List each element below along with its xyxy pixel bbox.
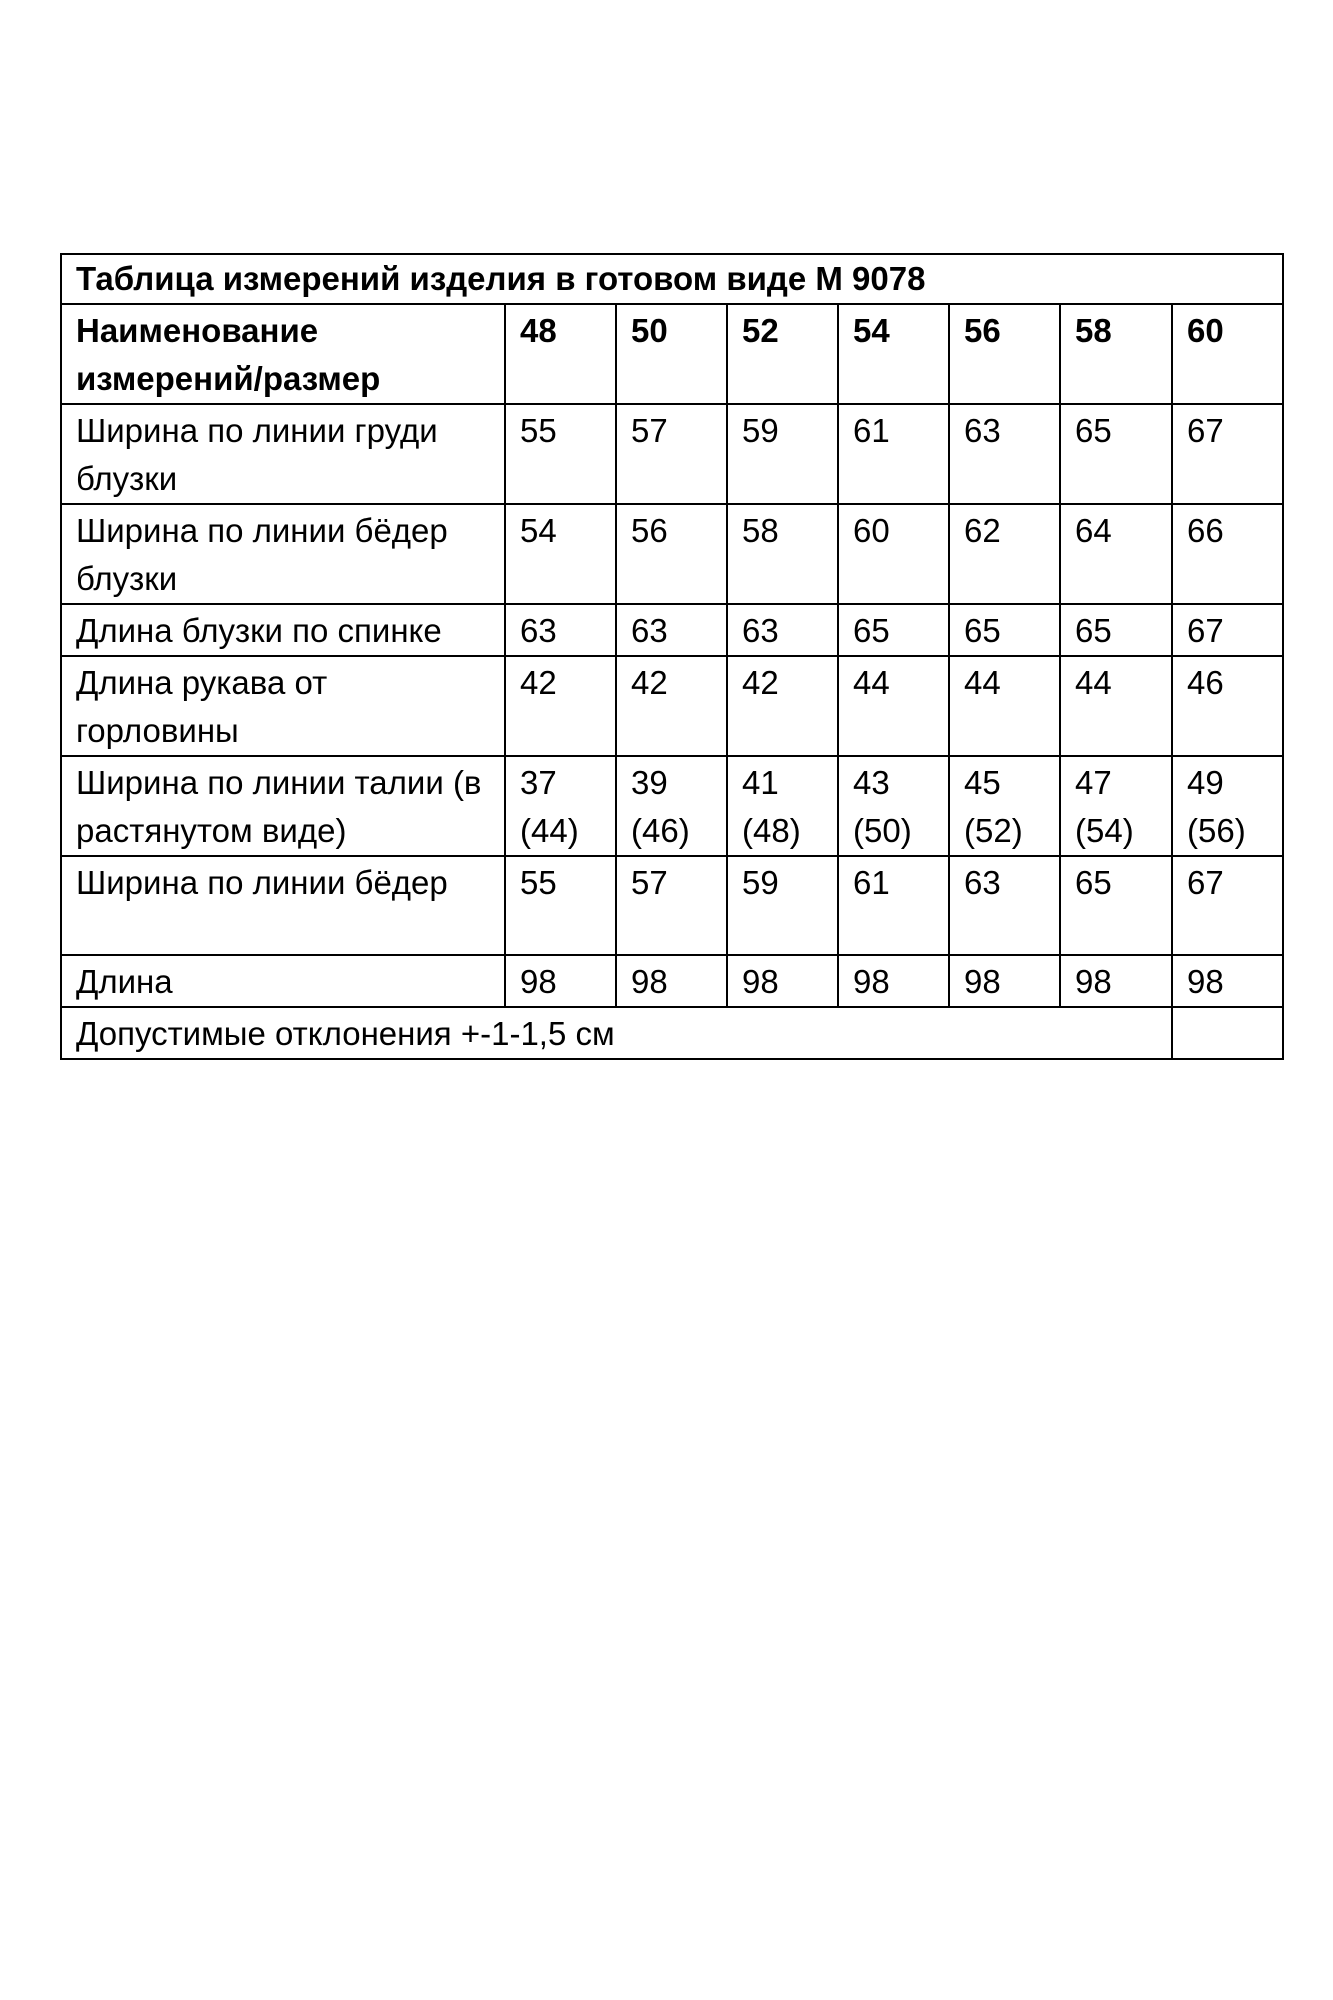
measurement-value: 57 [616,404,727,504]
measurement-value: 42 [727,656,838,756]
measurement-name: Длина блузки по спинке [61,604,505,656]
measurement-value: 41 (48) [727,756,838,856]
measurement-value: 98 [727,955,838,1007]
size-header: 58 [1060,304,1172,404]
measurement-value: 39 (46) [616,756,727,856]
measurement-value: 44 [838,656,949,756]
measurement-value: 65 [949,604,1060,656]
measurement-value: 55 [505,404,616,504]
measurement-value: 67 [1172,604,1283,656]
table-row [61,404,1283,504]
table-row [61,955,1283,1007]
footer-row [61,1007,1283,1059]
measurement-name: Длина [61,955,505,1007]
measurement-value: 61 [838,856,949,955]
measurement-value: 98 [616,955,727,1007]
measurement-value: 63 [616,604,727,656]
size-header: 50 [616,304,727,404]
table-title: Таблица измерений изделия в готовом виде М 9078 [61,254,1283,304]
measurement-value: 65 [1060,856,1172,955]
measurement-value: 63 [505,604,616,656]
measurement-value: 60 [838,504,949,604]
measurement-name: Ширина по линии талии (в растянутом виде) [61,756,505,856]
measurement-value: 62 [949,504,1060,604]
measurement-value: 57 [616,856,727,955]
measurement-value: 56 [616,504,727,604]
tolerance-note: Допустимые отклонения +-1-1,5 см [61,1007,1172,1059]
measurement-value: 63 [727,604,838,656]
measurement-table [60,253,1284,1060]
size-header: 56 [949,304,1060,404]
measurement-value: 65 [1060,404,1172,504]
measurement-value: 65 [838,604,949,656]
size-header: 52 [727,304,838,404]
measurement-name: Ширина по линии бёдер блузки [61,504,505,604]
measurement-value: 47 (54) [1060,756,1172,856]
measurement-value: 65 [1060,604,1172,656]
empty-cell [1172,1007,1283,1059]
measurement-value: 58 [727,504,838,604]
table-row [61,604,1283,656]
measurement-value: 61 [838,404,949,504]
measurement-value: 59 [727,856,838,955]
size-header: 48 [505,304,616,404]
measurement-value: 43 (50) [838,756,949,856]
measurement-value: 37 (44) [505,756,616,856]
measurement-value: 46 [1172,656,1283,756]
table-row [61,856,1283,955]
header-row [61,304,1283,404]
measurement-value: 49 (56) [1172,756,1283,856]
measurement-value: 45 (52) [949,756,1060,856]
size-header: 54 [838,304,949,404]
measurement-value: 44 [1060,656,1172,756]
measurement-value: 64 [1060,504,1172,604]
measurement-value: 63 [949,404,1060,504]
measurement-name: Длина рукава от горловины [61,656,505,756]
measurement-value: 98 [949,955,1060,1007]
measurement-value: 67 [1172,856,1283,955]
measurement-value: 98 [838,955,949,1007]
table-row [61,756,1283,856]
measurement-name: Ширина по линии груди блузки [61,404,505,504]
measurement-value: 63 [949,856,1060,955]
measurement-value: 54 [505,504,616,604]
measurement-value: 67 [1172,404,1283,504]
measurement-name: Ширина по линии бёдер [61,856,505,955]
measurement-value: 66 [1172,504,1283,604]
measurement-value: 42 [616,656,727,756]
measurement-value: 42 [505,656,616,756]
measurement-sheet [60,253,1282,1060]
measurement-value: 98 [1060,955,1172,1007]
measurement-value: 55 [505,856,616,955]
header-label: Наименование измерений/размер [61,304,505,404]
table-row [61,656,1283,756]
measurement-value: 98 [1172,955,1283,1007]
size-header: 60 [1172,304,1283,404]
measurement-value: 44 [949,656,1060,756]
table-row [61,504,1283,604]
measurement-value: 59 [727,404,838,504]
title-row [61,254,1283,304]
measurement-value: 98 [505,955,616,1007]
